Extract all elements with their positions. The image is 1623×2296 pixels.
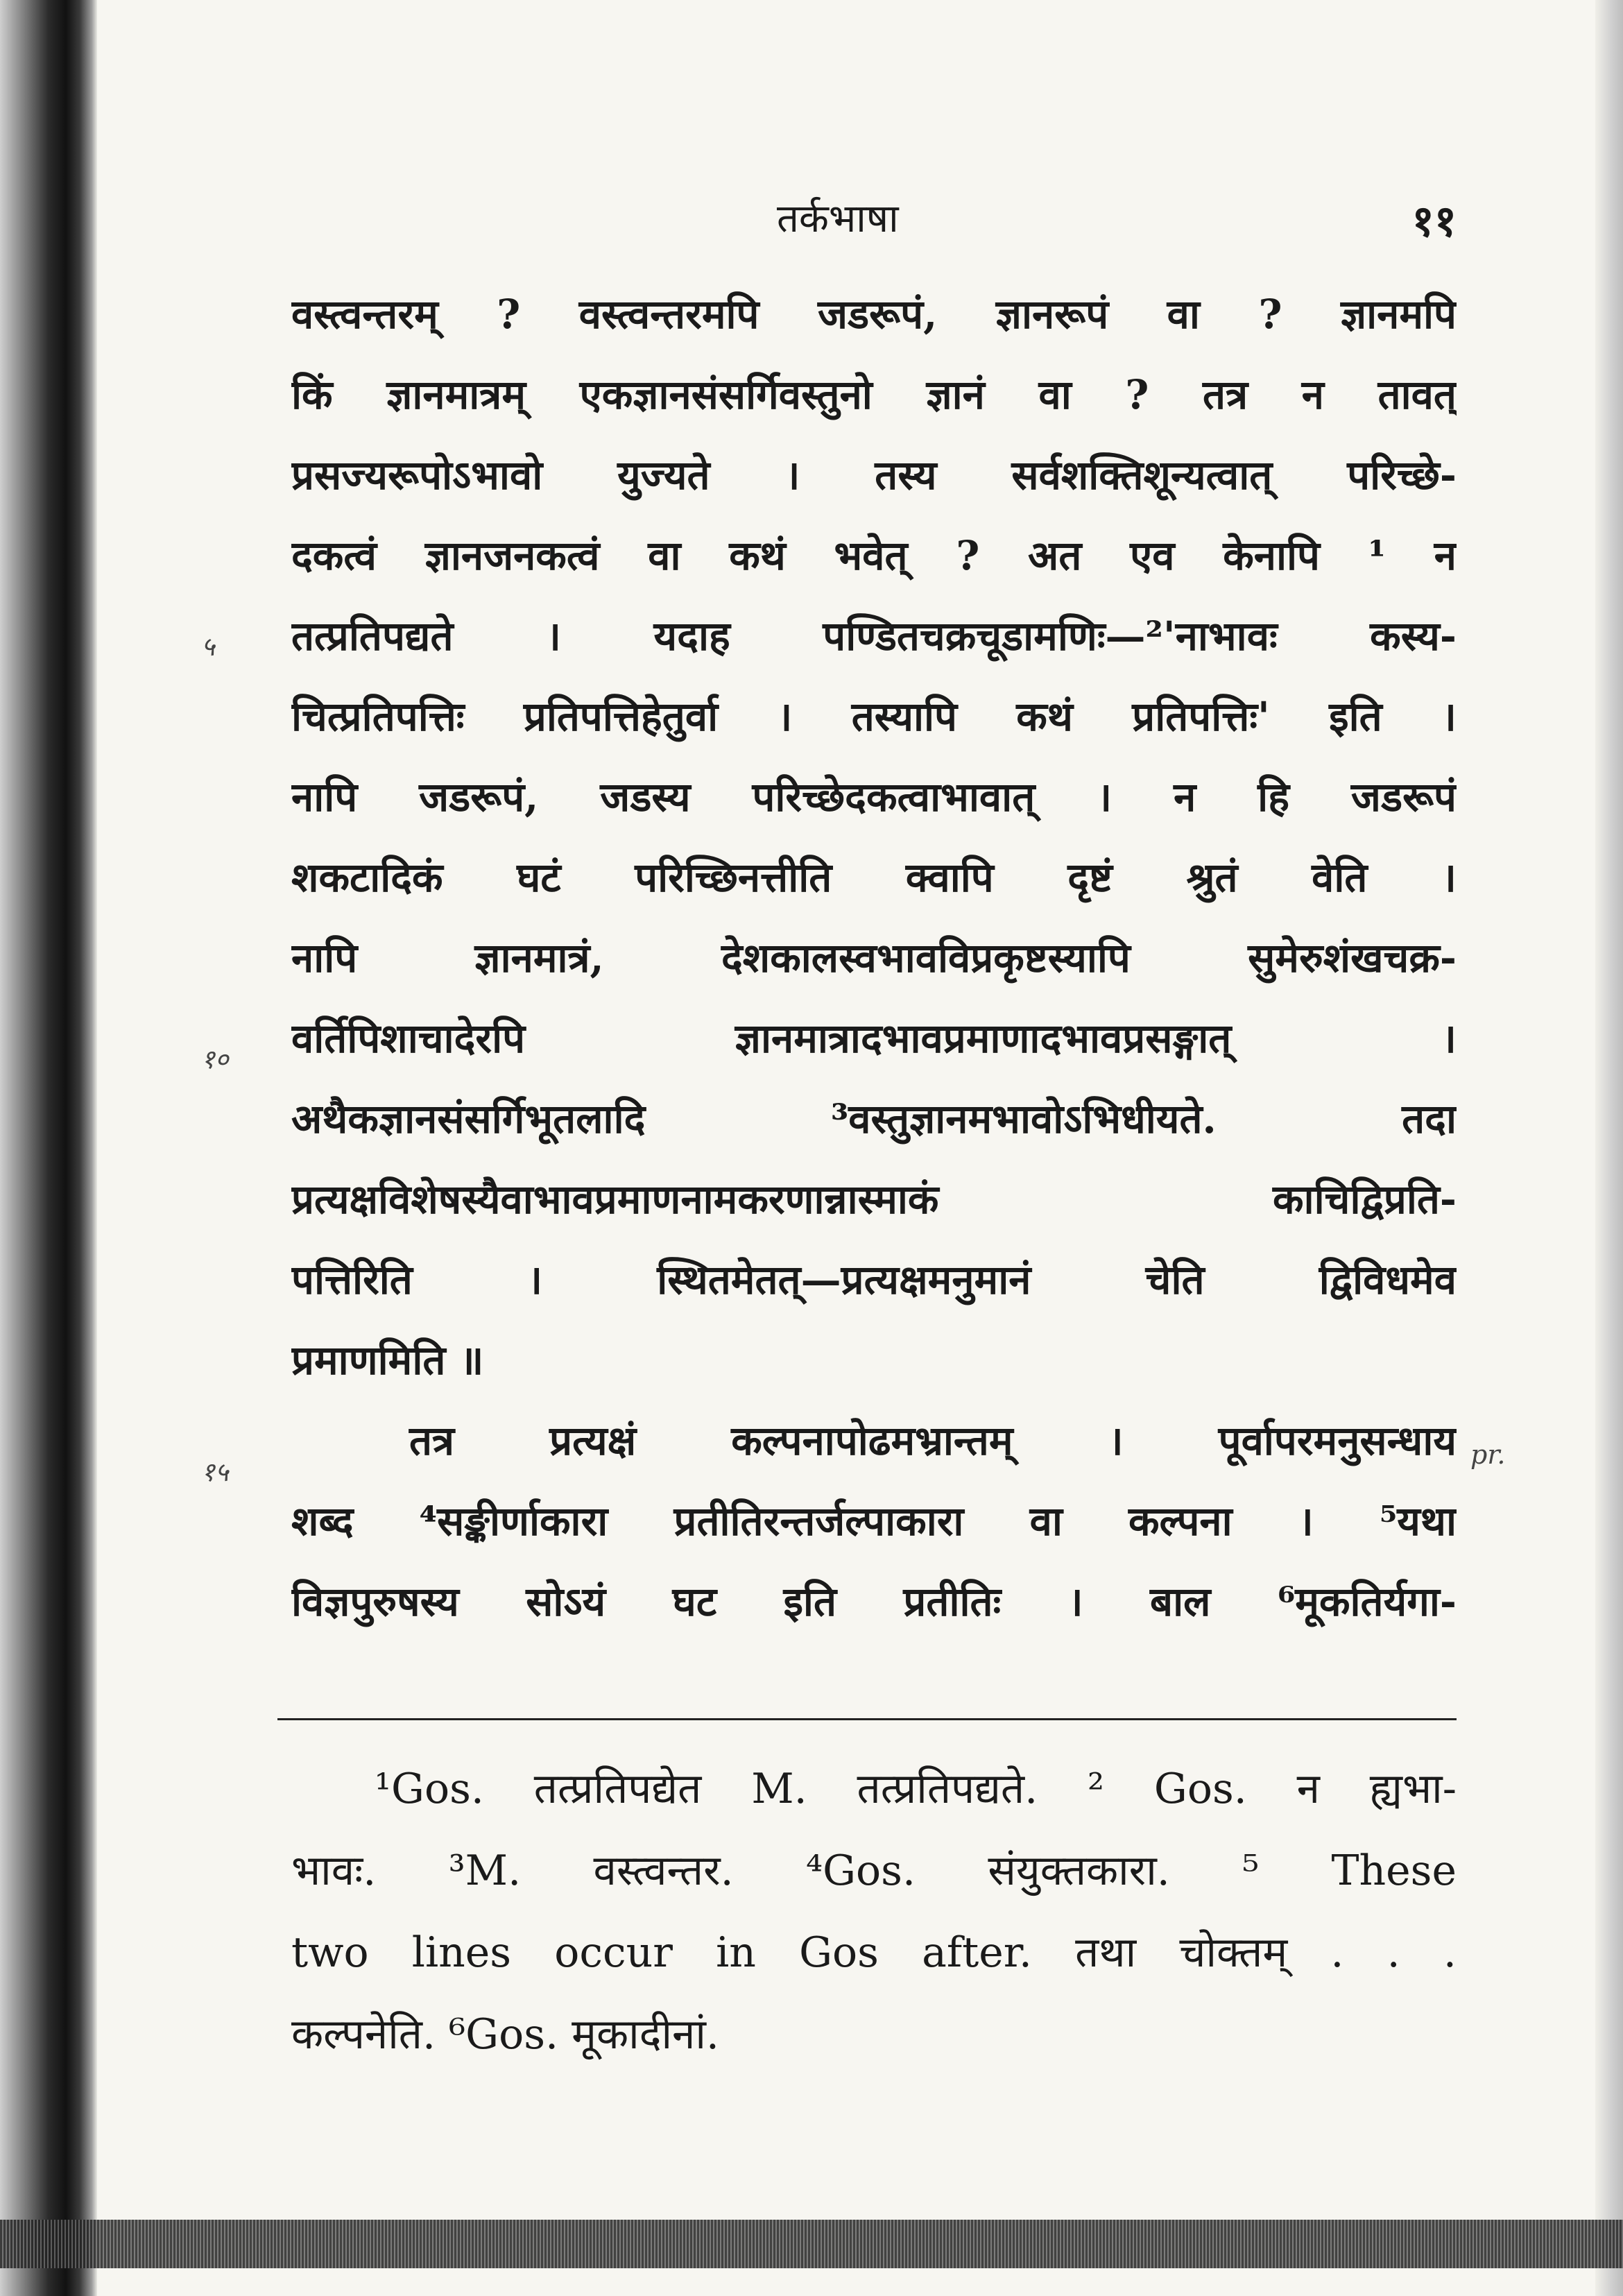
text-line: प्रसज्यरूपोऽभावो युज्यते । तस्य सर्वशक्तिशून्यत्वात् परिच्छे- <box>291 452 1457 499</box>
footnote-divider <box>277 1718 1457 1720</box>
text-line: दकत्वं ज्ञानजनकत्वं वा कथं भवेत् ? अत एव केनापि ¹ न <box>291 532 1457 579</box>
page-number: ११ <box>1411 196 1457 246</box>
text-line: चित्प्रतिपत्तिः प्रतिपत्तिहेतुर्वा । तस्यापि कथं प्रतिपत्तिः' इति । <box>291 693 1457 740</box>
margin-line-number-10: १० <box>201 1044 229 1074</box>
book-binding-shadow <box>0 0 97 2296</box>
paragraph-2-line: विज्ञपुरुषस्य सोऽयं घट इति प्रतीतिः । बाल ⁶मूकतिर्यगा- <box>291 1578 1457 1625</box>
main-text <box>291 274 1457 1642</box>
footnote-line: कल्पनेति. ⁶Gos. मूकादीनां. <box>291 2010 719 2059</box>
footnote-line: two lines occur in Gos after. तथा चोक्तम् . . . <box>291 1928 1457 1977</box>
margin-annotation: pr. <box>1470 1439 1506 1470</box>
margin-line-number-15: १५ <box>201 1457 229 1487</box>
text-line: किं ज्ञानमात्रम् एकज्ञानसंसर्गिवस्तुनो ज्ञानं वा ? तत्र न तावत् <box>291 371 1457 418</box>
text-line: तत्प्रतिपद्यते । यदाह पण्डितचक्रचूडामणिः—²'नाभावः कस्य- <box>291 612 1457 660</box>
text-line: प्रमाणमिति ॥ <box>291 1337 484 1384</box>
bottom-scan-edge <box>0 2220 1623 2268</box>
page-right-edge <box>1595 0 1623 2296</box>
footnotes <box>291 1748 1457 2075</box>
text-line: नापि जडरूपं, जडस्य परिच्छेदकत्वाभावात् । न हि जडरूपं <box>291 773 1457 821</box>
margin-line-number-5: ५ <box>201 631 215 662</box>
text-line: शकटादिकं घटं परिच्छिनत्तीति क्वापि दृष्टं श्रुतं वेति । <box>291 854 1457 901</box>
footnote-line: भावः. ³M. वस्त्वन्तर. ⁴Gos. संयुक्तकारा. ⁵ These <box>291 1847 1457 1895</box>
paragraph-2-line: तत्र प्रत्यक्षं कल्पनापोढमभ्रान्तम् । पूर्वापरमनुसन्धाय <box>409 1417 1457 1464</box>
text-line: वस्त्वन्तरम् ? वस्त्वन्तरमपि जडरूपं, ज्ञानरूपं वा ? ज्ञानमपि <box>291 291 1457 338</box>
text-line: प्रत्यक्षविशेषस्यैवाभावप्रमाणनामकरणान्नास्माकं काचिद्विप्रति- <box>291 1176 1457 1223</box>
text-line: पत्तिरिति । स्थितमेतत्—प्रत्यक्षमनुमानं चेति द्विविधमेव <box>291 1256 1457 1303</box>
text-line: अथैकज्ञानसंसर्गिभूतलादि ³वस्तुज्ञानमभावोऽभिधीयते. तदा <box>291 1095 1457 1142</box>
running-title: तर्कभाषा <box>777 196 899 241</box>
page-header <box>291 191 1457 253</box>
text-line: नापि ज्ञानमात्रं, देशकालस्वभावविप्रकृष्टस्यापि सुमेरुशंखचक्र- <box>291 934 1457 982</box>
text-line: वर्तिपिशाचादेरपि ज्ञानमात्रादभावप्रमाणादभावप्रसङ्गात् । <box>291 1015 1457 1062</box>
paragraph-2-line: शब्द ⁴सङ्कीर्णाकारा प्रतीतिरन्तर्जल्पाकारा वा कल्पना । ⁵यथा <box>291 1498 1457 1545</box>
footnote-line: ¹Gos. तत्प्रतिपद्येत M. तत्प्रतिपद्यते. ² Gos. न ह्यभा- <box>375 1765 1457 1813</box>
